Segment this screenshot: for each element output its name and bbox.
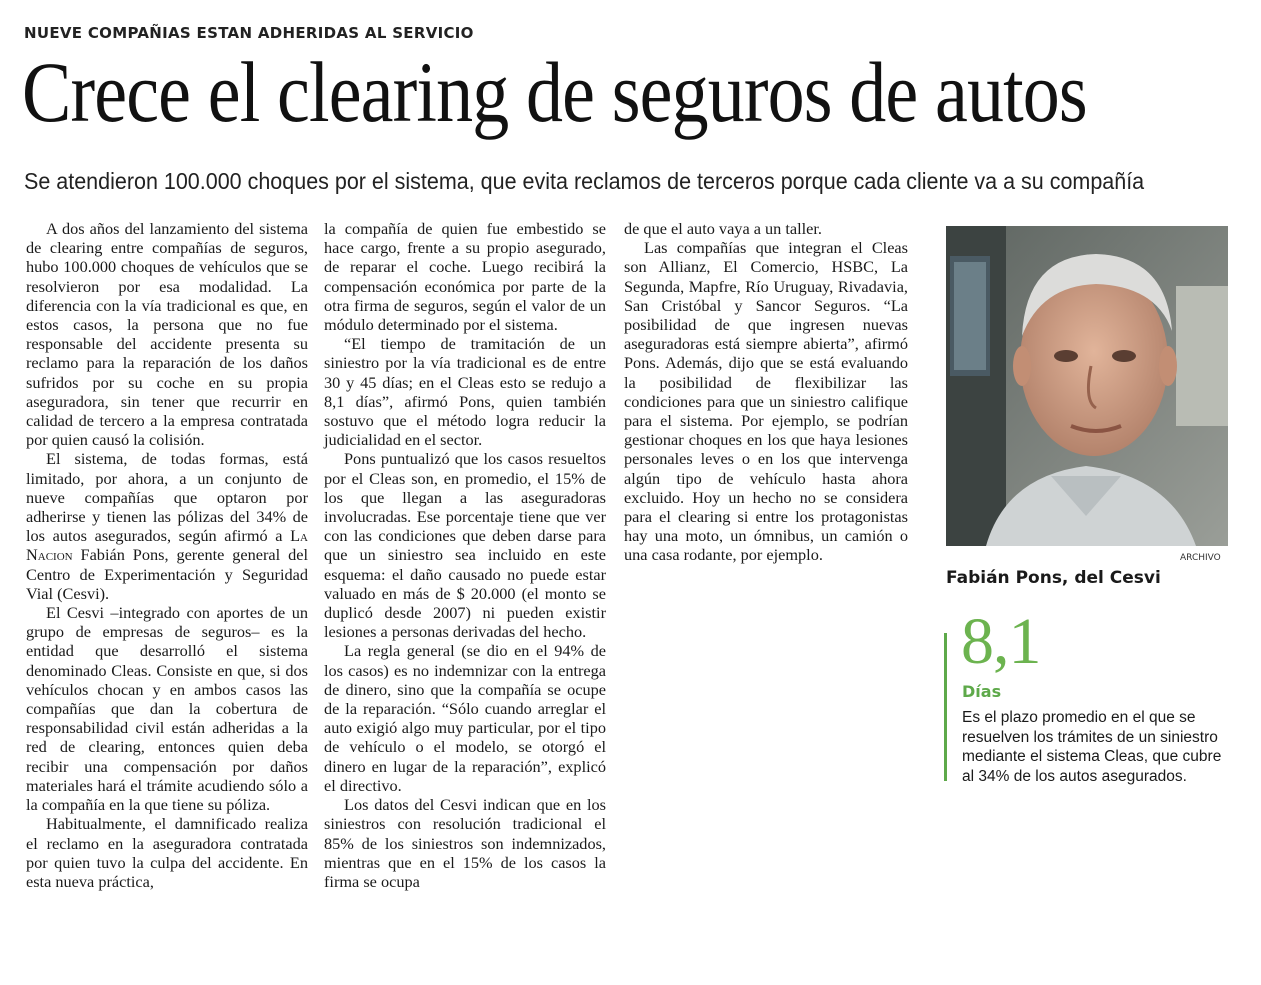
paragraph-text: Fabián Pons, gerente general del Centro de Experimentación y Seguridad Vial (Cesvi). xyxy=(26,545,308,603)
portrait-photo xyxy=(946,226,1228,546)
article-column-3 xyxy=(624,219,908,565)
kicker: NUEVE COMPAÑIAS ESTAN ADHERIDAS AL SERVICIO xyxy=(24,24,474,42)
portrait-illustration xyxy=(946,226,1228,546)
paragraph: A dos años del lanzamiento del sistema de clearing entre compañías de seguros, hubo 100.000 choques de vehículos que se resolvieron por esa modalidad. La diferencia con la vía tradicional es que, en estos casos, la persona que no fue responsable del accidente presenta su reclamo para la reparación de los daños sufridos por su coche en su propia aseguradora, sin tener que recurrir en calidad de tercero a la empresa contratada por quien causó la colisión. xyxy=(26,219,308,450)
paragraph: Habitualmente, el damnificado realiza el reclamo en la aseguradora contratada por quien tuvo la culpa del accidente. En esta nueva práctica, xyxy=(26,814,308,891)
paragraph-text: El sistema, de todas formas, está limitado, por ahora, a un conjunto de nueve compañías que optaron por adherirse y tienen las pólizas del 34% de los autos asegurados, según afirmó a xyxy=(26,449,308,546)
stat-accent-bar xyxy=(944,633,947,781)
article-column-2 xyxy=(324,219,606,891)
paragraph: Las compañías que integran el Cleas son Allianz, El Comercio, HSBC, La Segunda, Mapfre, Río Uruguay, Rivadavia, San Cristóbal y Sancor Seguros. “La posibilidad de que ingresen nuevas aseguradoras está siempre abierta”, afirmó Pons. Además, dijo que se está evaluando la posibilidad de flexibilizar las condiciones para que un siniestro califique para el sistema. Por ejemplo, se podrían gestionar choques en los que haya lesiones personales leves o en los que intervenga algún tipo de vehículo hasta ahora excluido. Hoy un hecho no se considera para el clearing si entre los protagonistas hay una moto, un ómnibus, un camión o una casa rodante, por ejemplo. xyxy=(624,238,908,565)
paragraph: la compañía de quien fue embestido se hace cargo, frente a su propio asegurado, de reparar el coche. Luego recibirá la compensación económica por parte de la otra firma de seguros, según el valor de un módulo determinado por el sistema. xyxy=(324,219,606,335)
headline: Crece el clearing de seguros de autos xyxy=(22,44,1087,140)
paragraph xyxy=(26,449,308,603)
stat-number: 8,1 xyxy=(961,605,1041,678)
article-column-1 xyxy=(26,219,308,891)
photo-caption: Fabián Pons, del Cesvi xyxy=(946,568,1161,588)
paragraph: La regla general (se dio en el 94% de los casos) es no indemnizar con la entrega de dinero, sino que la compañía se ocupe de la reparación. “Sólo cuando arreglar el auto exigió algo muy particular, por el tipo de vehículo o el modelo, se otorgó el dinero en lugar de la reparación”, explicó el directivo. xyxy=(324,641,606,795)
paragraph: El Cesvi –integrado con aportes de un grupo de empresas de seguros– es la entidad que desarrolló el sistema denominado Cleas. Consiste en que, si dos vehículos chocan y en ambos casos las compañías que dan la cobertura de responsabilidad civil están adheridas a la red de clearing, entonces quien deba recibir una compensación por daños materiales hará el trámite acudiendo sólo a la compañía en la que tiene su póliza. xyxy=(26,603,308,815)
paragraph: Pons puntualizó que los casos resueltos por el Cleas son, en promedio, el 15% de los que llegan a las aseguradoras involucradas. Ese porcentaje tiene que ver con las condiciones que deben darse para que un siniestro sea incluido en este esquema: el daño causado no puede estar valuado en más de $ 20.000 (el monto se duplicó desde 2007) ni pueden existir lesiones a personas derivadas del hecho. xyxy=(324,449,606,642)
photo-credit: ARCHIVO xyxy=(1180,553,1221,563)
paragraph: “El tiempo de tramitación de un siniestro por la vía tradicional es de entre 30 y 45 días; en el Cleas esto se redujo a 8,1 días”, afirmó Pons, quien también sostuvo que el método logra reducir la judicialidad en el sector. xyxy=(324,334,606,450)
paragraph: de que el auto vaya a un taller. xyxy=(624,219,823,238)
newspaper-name: La Nacion xyxy=(26,526,308,565)
stat-unit: Días xyxy=(962,682,1002,701)
stat-description: Es el plazo promedio en el que se resuelven los trámites de un siniestro mediante el sistema Cleas, que cubre al 34% de los autos asegurados. xyxy=(962,709,1222,785)
subtitle: Se atendieron 100.000 choques por el sistema, que evita reclamos de terceros porque cada cliente va a su compañía xyxy=(24,168,1145,194)
paragraph: Los datos del Cesvi indican que en los siniestros con resolución tradicional el 85% de los siniestros son indemnizados, mientras que en el 15% de los casos la firma se ocupa xyxy=(324,795,606,891)
